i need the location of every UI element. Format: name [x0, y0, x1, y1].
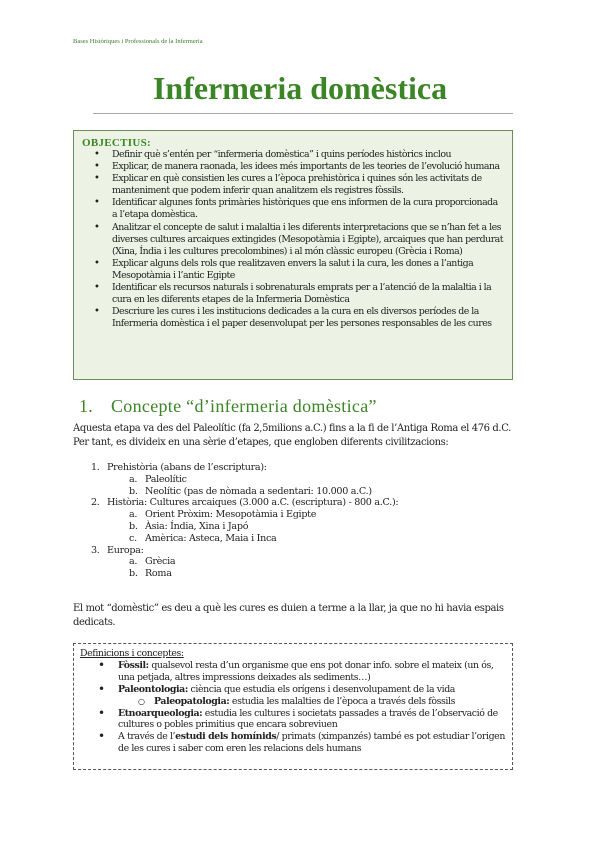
section-heading	[79, 396, 377, 417]
outline-item	[73, 545, 523, 557]
outline-marker: 1.	[91, 462, 100, 473]
outline-marker: b.	[129, 485, 138, 497]
objective-item: • Explicar en què consistien les cures a l’època prehistòrica i quines són les activitats de manteniment que podem inferir quan analitzem els registres fòssils.	[82, 173, 504, 197]
circle-bullet-icon: ○	[138, 696, 145, 706]
outline-text: Roma	[145, 568, 172, 580]
outline-marker: a.	[129, 473, 138, 485]
outline-text: Europa:	[107, 544, 144, 556]
objectives-box	[73, 130, 513, 380]
outline-text: Àsia: Índia, Xina i Japó	[145, 520, 249, 532]
outline-subitem	[73, 521, 523, 533]
definition-term: Paleontologia:	[118, 683, 188, 695]
definition-paleopatologia	[80, 696, 506, 708]
outline-marker: b.	[129, 568, 138, 580]
closing-paragraph: El mot “domèstic” es deu a què les cures es duien a terme a la llar, ja que no hi havia espais dedicats.	[73, 603, 504, 628]
outline-marker: b.	[129, 520, 138, 532]
objective-item: • Analitzar el concepte de salut i malaltia i les diferents interpretacions que se n’han fet a les diverses cultures arcaiques extingides (Mesopotàmia i Egipte), arcaiques que han perdurat (Xina, Índia i les cultures precolombines) i al món clàssic europeu (Grècia i Roma)	[82, 222, 504, 258]
outline-text: Orient Pròxim: Mesopotàmia i Egipte	[145, 509, 317, 521]
outline-text: Grècia	[145, 556, 176, 568]
objective-item: • Definir què s’entén per “infermeria domèstica” i quins períodes històrics inclou	[82, 149, 504, 161]
outline-subitem	[73, 533, 523, 545]
definition-text: ciència que estudia els orígens i desenvolupament de la vida	[187, 683, 455, 695]
outline-text: Paleolític	[145, 473, 187, 485]
definition-etnoarqueologia	[80, 708, 506, 732]
objectives-title: OBJECTIUS:	[82, 137, 152, 149]
definition-text: / primats (ximpanzés) també es pot estudiar l’origen de les cures i saber com eren les relacions dels humans	[118, 731, 505, 755]
objective-item: • Identificar algunes fonts primàries històriques que ens informen de la cura proporcionada a l’etapa domèstica.	[82, 197, 504, 221]
definition-text: estudia les cultures i societats passades a través de l’observació de cultures o pobles primitius que encara sobreviuen	[118, 707, 498, 731]
definition-fossil	[80, 660, 506, 684]
definition-term: Paleopatologia:	[154, 695, 230, 707]
definition-text: qualsevol resta d’un organisme que ens pot donar info. sobre el mateix (un ós, una petjada, altres impressions deixades als sediments…)	[118, 659, 494, 683]
outline-text: Amèrica: Asteca, Maia i Inca	[145, 532, 277, 544]
running-header: Bases Històriques i Professionals de la Infermeria	[73, 38, 203, 45]
definition-paleontologia	[80, 684, 506, 696]
outline-subitem	[73, 568, 523, 580]
title-divider	[93, 113, 513, 114]
definitions-list-continued	[80, 708, 506, 756]
definitions-list	[80, 660, 506, 696]
outline-text: Història: Cultures arcaiques (3.000 a.C. (escriptura) - 800 a.C.):	[107, 497, 399, 509]
definition-text: estudia les malalties de l’època a través dels fòssils	[229, 695, 456, 707]
outline-item	[73, 462, 523, 474]
definition-hominids	[80, 731, 506, 755]
outline-marker: c.	[129, 532, 137, 544]
outline-subitem	[73, 556, 523, 568]
objective-item: • Explicar alguns dels rols que realitzaven envers la salut i la cura, les dones a l’antiga Mesopotàmia i l’antic Egipte	[82, 258, 504, 282]
definitions-title: Definicions i conceptes:	[80, 648, 184, 659]
definition-term: Fòssil:	[118, 659, 149, 671]
outline-subitem	[73, 509, 523, 521]
objectives-list	[82, 149, 504, 330]
intro-paragraph: Aquesta etapa va des del Paleolític (fa 2,5milions a.C.) fins a la fi de l’Antiga Roma el 476 d.C. Per tant, es divideix en una sèrie d’etapes, que engloben diferents civilitzacions:	[73, 423, 511, 448]
outline-marker: a.	[129, 556, 138, 568]
outline-text: Prehistòria (abans de l’escriptura):	[107, 462, 267, 473]
outline-text: Neolític (pas de nòmada a sedentari: 10.000 a.C.)	[145, 485, 372, 497]
section-number: 1.	[79, 396, 94, 416]
outline-marker: 3.	[91, 544, 100, 556]
outline-item	[73, 497, 523, 509]
civilizations-outline	[73, 462, 523, 580]
section-title: Concepte “d’infermeria domèstica”	[111, 396, 377, 416]
page-title: Infermeria domèstica	[152, 70, 448, 106]
outline-subitem	[73, 474, 523, 486]
objective-item: • Descriure les cures i les institucions dedicades a la cura en els diversos períodes de la Infermeria domèstica i el paper desenvolupat per les persones responsables de les cures	[82, 306, 504, 330]
outline-marker: a.	[129, 509, 138, 521]
objective-item: • Explicar, de manera raonada, les idees més importants de les teories de l’evolució humana	[82, 161, 504, 173]
objective-item: • Identificar els recursos naturals i sobrenaturals emprats per a l’atenció de la malaltia i la cura en les diferents etapes de la Infermeria Domèstica	[82, 282, 504, 306]
outline-marker: 2.	[91, 497, 100, 509]
definition-term: estudi dels homínids	[175, 731, 277, 743]
definition-text: A través de l’	[118, 731, 176, 743]
outline-subitem	[73, 486, 523, 498]
definition-term: Etnoarqueologia:	[118, 707, 203, 719]
definitions-box	[73, 643, 513, 770]
